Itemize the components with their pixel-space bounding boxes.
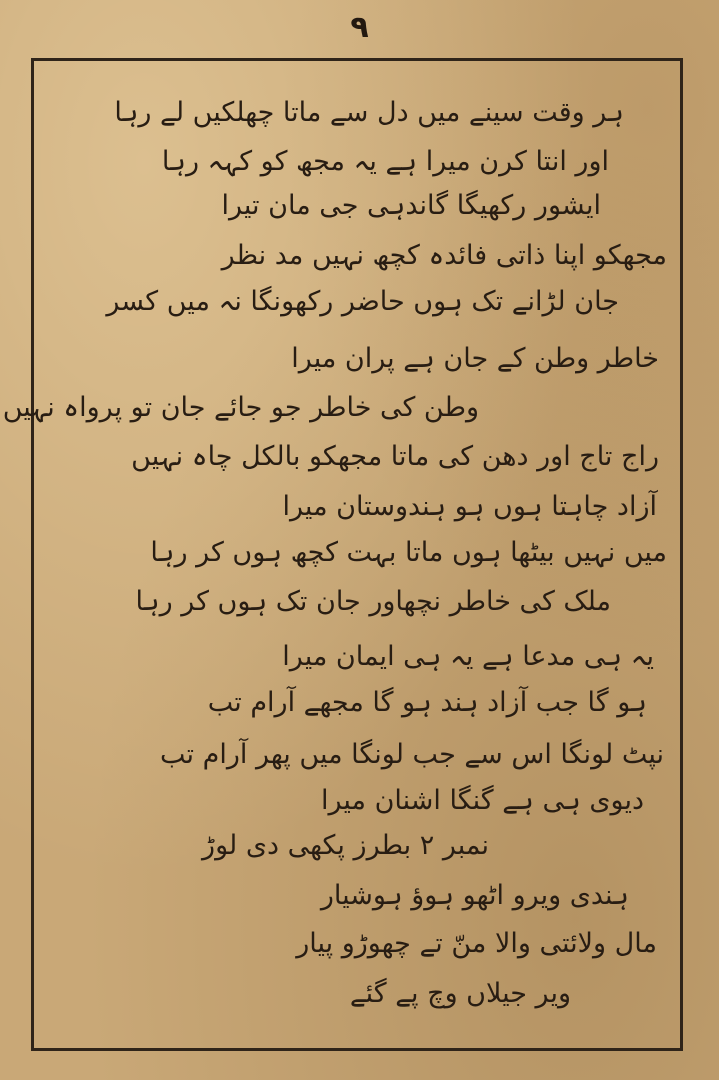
page-number: ۹ [350,10,369,45]
poem-line-7: وطن کی خاطر جو جائے جان تو پرواہ نہیں [2,392,479,423]
poem-line-15: دیوی ہی ہے گنگا اشنان میرا [321,785,644,816]
poem-line-5: جان لڑانے تک ہوں حاضر رکھونگا نہ میں کسر [106,286,619,317]
poem-line-4: مجھکو اپنا ذاتی فائدہ کچھ نہیں مد نظر [221,240,667,271]
poem-line-1: ہر وقت سینے میں دل سے ماتا چھلکیں لے رہا [114,97,624,128]
poem-line-16: نمبر ۲ بطرز پکھی دی لوڑ [202,830,489,861]
poem-line-10: میں نہیں بیٹھا ہوں ماتا بہت کچھ ہوں کر رہا [150,537,667,568]
poem-line-11: ملک کی خاطر نچھاور جان تک ہوں کر رہا [135,586,611,617]
poem-line-12: یہ ہی مدعا ہے یہ ہی ایمان میرا [282,641,654,672]
poem-line-14: نپٹ لونگا اس سے جب لونگا میں پھر آرام تب [160,739,664,770]
poem-line-6: خاطر وطن کے جان ہے پران میرا [291,343,659,374]
poem-line-18: مال ولائتی والا منّ تے چھوڑو پیار [296,928,657,959]
poem-line-8: راج تاج اور دھن کی ماتا مجھکو بالکل چاہ نہیں [131,441,659,472]
poem-line-3: ایشور رکھیگا گاندہی جی مان تیرا [221,190,601,221]
poem-line-2: اور انتا کرن میرا ہے یہ مجھ کو کہہ رہا [161,146,609,177]
poem-line-9: آزاد چاہتا ہوں ہو ہندوستان میرا [282,491,657,522]
poem-line-13: ہو گا جب آزاد ہند ہو گا مجھے آرام تب [207,687,647,718]
poem-line-17: ہندی ویرو اٹھو ہوؤ ہوشیار [320,880,629,911]
poem-line-19: ویر جیلاں وچ پے گئے [349,978,571,1009]
